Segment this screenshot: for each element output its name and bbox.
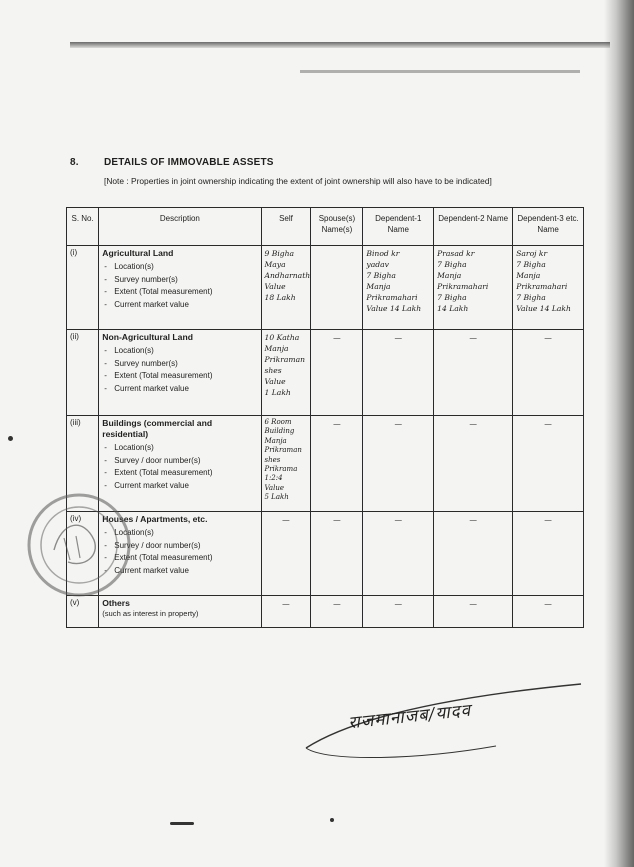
row-category: Others [102,598,130,608]
row-item: - Current market value [102,299,257,312]
row-item: - Survey / door number(s) [102,455,257,468]
cell-dependent-1: — [363,416,434,512]
table-header-row [67,208,584,246]
row-description [99,246,261,330]
cell-self: 10 Katha Manja Prikraman shes Value 1 Lakh [261,330,311,416]
row-item: - Survey number(s) [102,358,257,371]
header-description: Description [99,208,261,246]
scan-artifact-top [70,42,610,48]
cell-dependent-2: — [434,596,513,628]
table-row [67,596,584,628]
cell-dependent-1: — [363,596,434,628]
cell-dependent-3: Saroj kr 7 Bigha Manja Prikramahari 7 Bigha Value 14 Lakh [513,246,584,330]
signature-text: राजमानाजब/यादव [347,700,473,734]
cell-dependent-2: — [434,416,513,512]
table-row [67,330,584,416]
section-note: [Note : Properties in joint ownership indicating the extent of joint ownership will also have to be indicated] [104,176,492,186]
row-item: - Current market value [102,383,257,396]
row-item: - Current market value [102,480,257,493]
row-item: - Survey / door number(s) [102,540,257,553]
scan-shadow [604,0,634,867]
header-self: Self [261,208,311,246]
cell-dependent-3: — [513,512,584,596]
row-sno: (i) [67,246,99,330]
header-spouse: Spouse(s) Name(s) [311,208,363,246]
header-dependent-2: Dependent-2 Name [434,208,513,246]
table-row [67,246,584,330]
cell-spouse: — [311,512,363,596]
section-title: DETAILS OF IMMOVABLE ASSETS [104,157,274,168]
row-sno: (iii) [67,416,99,512]
cell-dependent-3: — [513,330,584,416]
row-category: Houses / Apartments, etc. [102,514,208,524]
row-item: - Extent (Total measurement) [102,552,257,565]
cell-dependent-3: — [513,416,584,512]
official-stamp [24,490,134,600]
cell-self: 9 Bigha Maya Andharnath Value 18 Lakh [261,246,311,330]
row-item: - Location(s) [102,442,257,455]
row-sno: (iv) [67,512,99,596]
cell-self: — [261,512,311,596]
header-dependent-1: Dependent-1 Name [363,208,434,246]
cell-dependent-2: Prasad kr 7 Bigha Manja Prikramahari 7 Bigha 14 Lakh [434,246,513,330]
cell-dependent-2: — [434,330,513,416]
cell-spouse: — [311,416,363,512]
row-item: - Extent (Total measurement) [102,370,257,383]
cell-dependent-1: — [363,330,434,416]
table-row [67,512,584,596]
row-item: - Extent (Total measurement) [102,286,257,299]
row-item: - Survey number(s) [102,274,257,287]
row-item: - Current market value [102,565,257,578]
header-dependent-3: Dependent-3 etc. Name [513,208,584,246]
immovable-assets-table [66,207,584,628]
table-row [67,416,584,512]
row-item: - Extent (Total measurement) [102,467,257,480]
row-sno: (v) [67,596,99,628]
row-sno: (ii) [67,330,99,416]
header-sno: S. No. [67,208,99,246]
cell-self: 6 Room Building Manja Prikraman shes Prikrama 1:2:4 Value 5 Lakh [261,416,311,512]
row-item: - Location(s) [102,261,257,274]
cell-dependent-2: — [434,512,513,596]
row-item: (such as interest in property) [102,609,199,618]
row-item: - Location(s) [102,345,257,358]
row-category: Agricultural Land [102,248,174,258]
row-category: Non-Agricultural Land [102,332,193,342]
row-item: - Location(s) [102,527,257,540]
row-category: Buildings (commercial and residential) [102,418,213,439]
cell-dependent-3: — [513,596,584,628]
scan-speck [330,818,334,822]
section-number: 8. [70,157,79,168]
scan-speck [8,436,13,441]
cell-dependent-1: Binod kr yadav 7 Bigha Manja Prikramahari Value 14 Lakh [363,246,434,330]
scan-speck [170,822,194,825]
cell-spouse: — [311,596,363,628]
row-description [99,330,261,416]
scan-artifact-line [300,70,580,73]
cell-self: — [261,596,311,628]
cell-spouse [311,246,363,330]
cell-dependent-1: — [363,512,434,596]
cell-spouse: — [311,330,363,416]
row-description [99,596,261,628]
section-heading [70,157,274,168]
